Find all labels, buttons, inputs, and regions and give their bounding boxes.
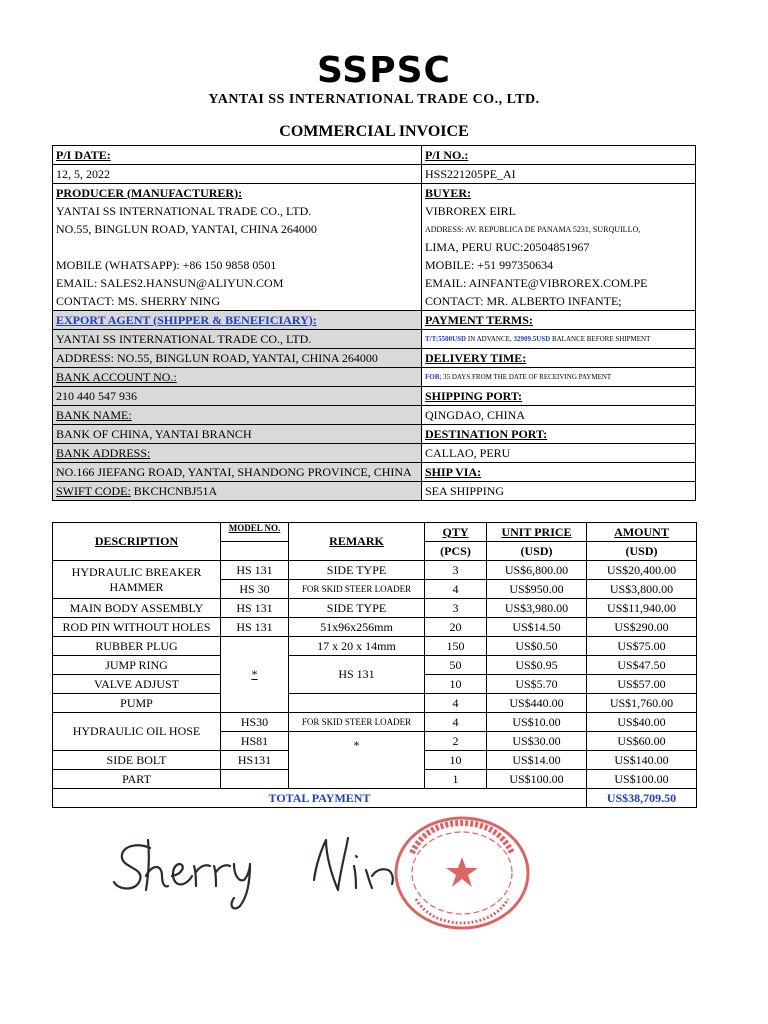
row-remark: SIDE TYPE (289, 599, 425, 618)
header-amount-unit: (USD) (587, 542, 697, 561)
row-remark: FOR SKID STEER LOADER (289, 580, 425, 599)
table-row (53, 713, 697, 732)
row-model: HS81 (221, 732, 289, 751)
bank-name-label: BANK NAME: (53, 406, 422, 425)
row-amount: US$40.00 (587, 713, 697, 732)
signature-stroke (366, 869, 393, 888)
row-unit-price: US$0.50 (487, 637, 587, 656)
row-unit-price: US$30.00 (487, 732, 587, 751)
signature-stroke (314, 838, 348, 890)
row-unit-price: US$5.70 (487, 675, 587, 694)
row-model: HS131 (221, 751, 289, 770)
row-amount: US$60.00 (587, 732, 697, 751)
row-description: VALVE ADJUST (53, 675, 221, 694)
row-model: HS 131 (221, 561, 289, 580)
items-table (52, 522, 697, 808)
delivery-incoterm: FOB (425, 373, 440, 381)
payment-advance-text: IN ADVANCE, (466, 335, 514, 343)
row-unit-price: US$14.00 (487, 751, 587, 770)
bank-account-value: 210 440 547 936 (53, 387, 422, 406)
row-description: PUMP (53, 694, 221, 713)
ship-via-label: SHIP VIA: (422, 463, 696, 482)
pi-no-label: P/I NO.: (422, 146, 696, 165)
pi-date-value: 12, 5, 2022 (53, 165, 422, 184)
row-amount: US$75.00 (587, 637, 697, 656)
swift-code-label: SWIFT CODE: (56, 483, 131, 498)
row-unit-price: US$440.00 (487, 694, 587, 713)
row-description: HYDRAULIC BREAKER HAMMER (53, 561, 221, 599)
row-amount: US$11,940.00 (587, 599, 697, 618)
table-row (53, 637, 697, 656)
signature-stroke (232, 864, 250, 908)
destination-port-label: DESTINATION PORT: (422, 425, 696, 444)
total-payment-label: TOTAL PAYMENT (53, 789, 587, 808)
row-amount: US$20,400.00 (587, 561, 697, 580)
row-remark: HS 131 (289, 656, 425, 694)
producer-label: PRODUCER (MANUFACTURER): (53, 184, 422, 203)
stamp-lettering (416, 899, 508, 923)
table-row (53, 561, 697, 580)
row-amount: US$100.00 (587, 770, 697, 789)
delivery-time-text: ; 35 DAYS FROM THE DATE OF RECEIVING PAYMENT (439, 373, 612, 381)
row-model: HS30 (221, 713, 289, 732)
row-description: SIDE BOLT (53, 751, 221, 770)
bank-address-value: NO.166 JIEFANG ROAD, YANTAI, SHANDONG PROVINCE, CHINA (53, 463, 422, 482)
row-amount: US$1,760.00 (587, 694, 697, 713)
payment-advance-amount: T/T:5500USD (425, 335, 467, 343)
row-qty: 10 (425, 751, 487, 770)
header-model: MODEL NO. (221, 523, 289, 542)
row-unit-price: US$100.00 (487, 770, 587, 789)
total-payment-value: US$38,709.50 (587, 789, 697, 808)
row-description: MAIN BODY ASSEMBLY (53, 599, 221, 618)
row-qty: 150 (425, 637, 487, 656)
producer-line: NO.55, BINGLUN ROAD, YANTAI, CHINA 264000 (53, 220, 422, 238)
row-description: ROD PIN WITHOUT HOLES (53, 618, 221, 637)
row-amount: US$57.00 (587, 675, 697, 694)
table-row (53, 599, 697, 618)
buyer-line: EMAIL: AINFANTE@VIBROREX.COM.PE (422, 274, 696, 292)
table-row (53, 694, 697, 713)
header-model-blank (221, 542, 289, 561)
row-qty: 10 (425, 675, 487, 694)
signature-stroke (114, 845, 150, 888)
row-qty: 2 (425, 732, 487, 751)
row-description: PART (53, 770, 221, 789)
export-agent-label: EXPORT AGENT (SHIPPER & BENEFICIARY): (53, 311, 422, 330)
swift-code (53, 482, 422, 501)
table-row (53, 618, 697, 637)
bank-name-value: BANK OF CHINA, YANTAI BRANCH (53, 425, 422, 444)
row-remark: 51x96x256mm (289, 618, 425, 637)
document-title: COMMERCIAL INVOICE (279, 123, 469, 140)
table-row (53, 656, 697, 675)
bank-account-label: BANK ACCOUNT NO.: (53, 368, 422, 387)
row-model: HS 131 (221, 599, 289, 618)
shipping-port-label: SHIPPING PORT: (422, 387, 696, 406)
row-model: * (221, 637, 289, 713)
payment-balance-text: BALANCE BEFORE SHIPMENT (550, 335, 651, 343)
signature-stroke (214, 865, 230, 886)
header-remark: REMARK (289, 523, 425, 561)
row-unit-price: US$0.95 (487, 656, 587, 675)
shipping-port-value: QINGDAO, CHINA (422, 406, 696, 425)
signature-stroke (172, 864, 192, 884)
row-amount: US$290.00 (587, 618, 697, 637)
pi-date-label: P/I DATE: (53, 146, 422, 165)
invoice-info-table (52, 145, 696, 501)
buyer-line: VIBROREX EIRL (422, 202, 696, 220)
header-description: DESCRIPTION (53, 523, 221, 561)
delivery-time-label: DELIVERY TIME: (422, 349, 696, 368)
payment-terms-value (422, 330, 696, 349)
producer-line: CONTACT: MS. SHERRY NING (53, 292, 422, 311)
row-remark (289, 694, 425, 713)
signature-stroke (354, 856, 357, 888)
company-name: YANTAI SS INTERNATIONAL TRADE CO., LTD. (208, 92, 540, 107)
payment-terms-label: PAYMENT TERMS: (422, 311, 696, 330)
row-unit-price: US$10.00 (487, 713, 587, 732)
row-qty: 4 (425, 580, 487, 599)
row-description: RUBBER PLUG (53, 637, 221, 656)
header-amount: AMOUNT (587, 523, 697, 542)
pi-no-value: HSS221205PE_AI (422, 165, 696, 184)
row-model: HS 131 (221, 618, 289, 637)
header-unit-price-unit: (USD) (487, 542, 587, 561)
ship-via-value: SEA SHIPPING (422, 482, 696, 501)
row-remark: 17 x 20 x 14mm (289, 637, 425, 656)
row-qty: 4 (425, 694, 487, 713)
row-qty: 3 (425, 561, 487, 580)
buyer-line: ADDRESS: AV. REPUBLICA DE PANAMA 5231, SURQUILLO, (422, 220, 696, 238)
bank-address-label: BANK ADDRESS: (53, 444, 422, 463)
swift-code-value: BKCHCNBJ51A (133, 483, 218, 498)
row-unit-price: US$950.00 (487, 580, 587, 599)
row-qty: 50 (425, 656, 487, 675)
row-amount: US$140.00 (587, 751, 697, 770)
producer-line: YANTAI SS INTERNATIONAL TRADE CO., LTD. (53, 202, 422, 220)
buyer-label: BUYER: (422, 184, 696, 203)
row-description: JUMP RING (53, 656, 221, 675)
row-unit-price: US$14.50 (487, 618, 587, 637)
signature-stroke (194, 865, 210, 886)
row-model: HS 30 (221, 580, 289, 599)
total-row (53, 789, 697, 808)
signature (110, 820, 430, 910)
producer-line: MOBILE (WHATSAPP): +86 150 9858 0501 (53, 256, 422, 274)
stamp-star (446, 857, 478, 887)
company-logo: SSPSC (317, 50, 451, 91)
buyer-line: CONTACT: MR. ALBERTO INFANTE; (422, 292, 696, 311)
row-remark: SIDE TYPE (289, 561, 425, 580)
row-qty: 20 (425, 618, 487, 637)
row-description: HYDRAULIC OIL HOSE (53, 713, 221, 751)
row-unit-price: US$3,980.00 (487, 599, 587, 618)
buyer-line: MOBILE: +51 997350634 (422, 256, 696, 274)
row-remark: FOR SKID STEER LOADER (289, 713, 425, 732)
row-qty: 4 (425, 713, 487, 732)
payment-balance-amount: 32909.5USD (513, 335, 551, 343)
row-qty: 3 (425, 599, 487, 618)
buyer-line: LIMA, PERU RUC:20504851967 (422, 238, 696, 256)
export-agent-name: YANTAI SS INTERNATIONAL TRADE CO., LTD. (53, 330, 422, 349)
row-unit-price: US$6,800.00 (487, 561, 587, 580)
company-stamp (392, 813, 532, 933)
header-qty-unit: (PCS) (425, 542, 487, 561)
row-amount: US$47.50 (587, 656, 697, 675)
row-model (221, 770, 289, 789)
destination-port-value: CALLAO, PERU (422, 444, 696, 463)
export-agent-address: ADDRESS: NO.55, BINGLUN ROAD, YANTAI, CHINA 264000 (53, 349, 422, 368)
header-unit-price: UNIT PRICE (487, 523, 587, 542)
producer-line (53, 238, 422, 256)
row-remark: * (289, 732, 425, 789)
signature-stroke (146, 840, 168, 890)
header-qty: QTY (425, 523, 487, 542)
row-qty: 1 (425, 770, 487, 789)
producer-line: EMAIL: SALES2.HANSUN@ALIYUN.COM (53, 274, 422, 292)
delivery-time-value (422, 368, 696, 387)
row-amount: US$3,800.00 (587, 580, 697, 599)
